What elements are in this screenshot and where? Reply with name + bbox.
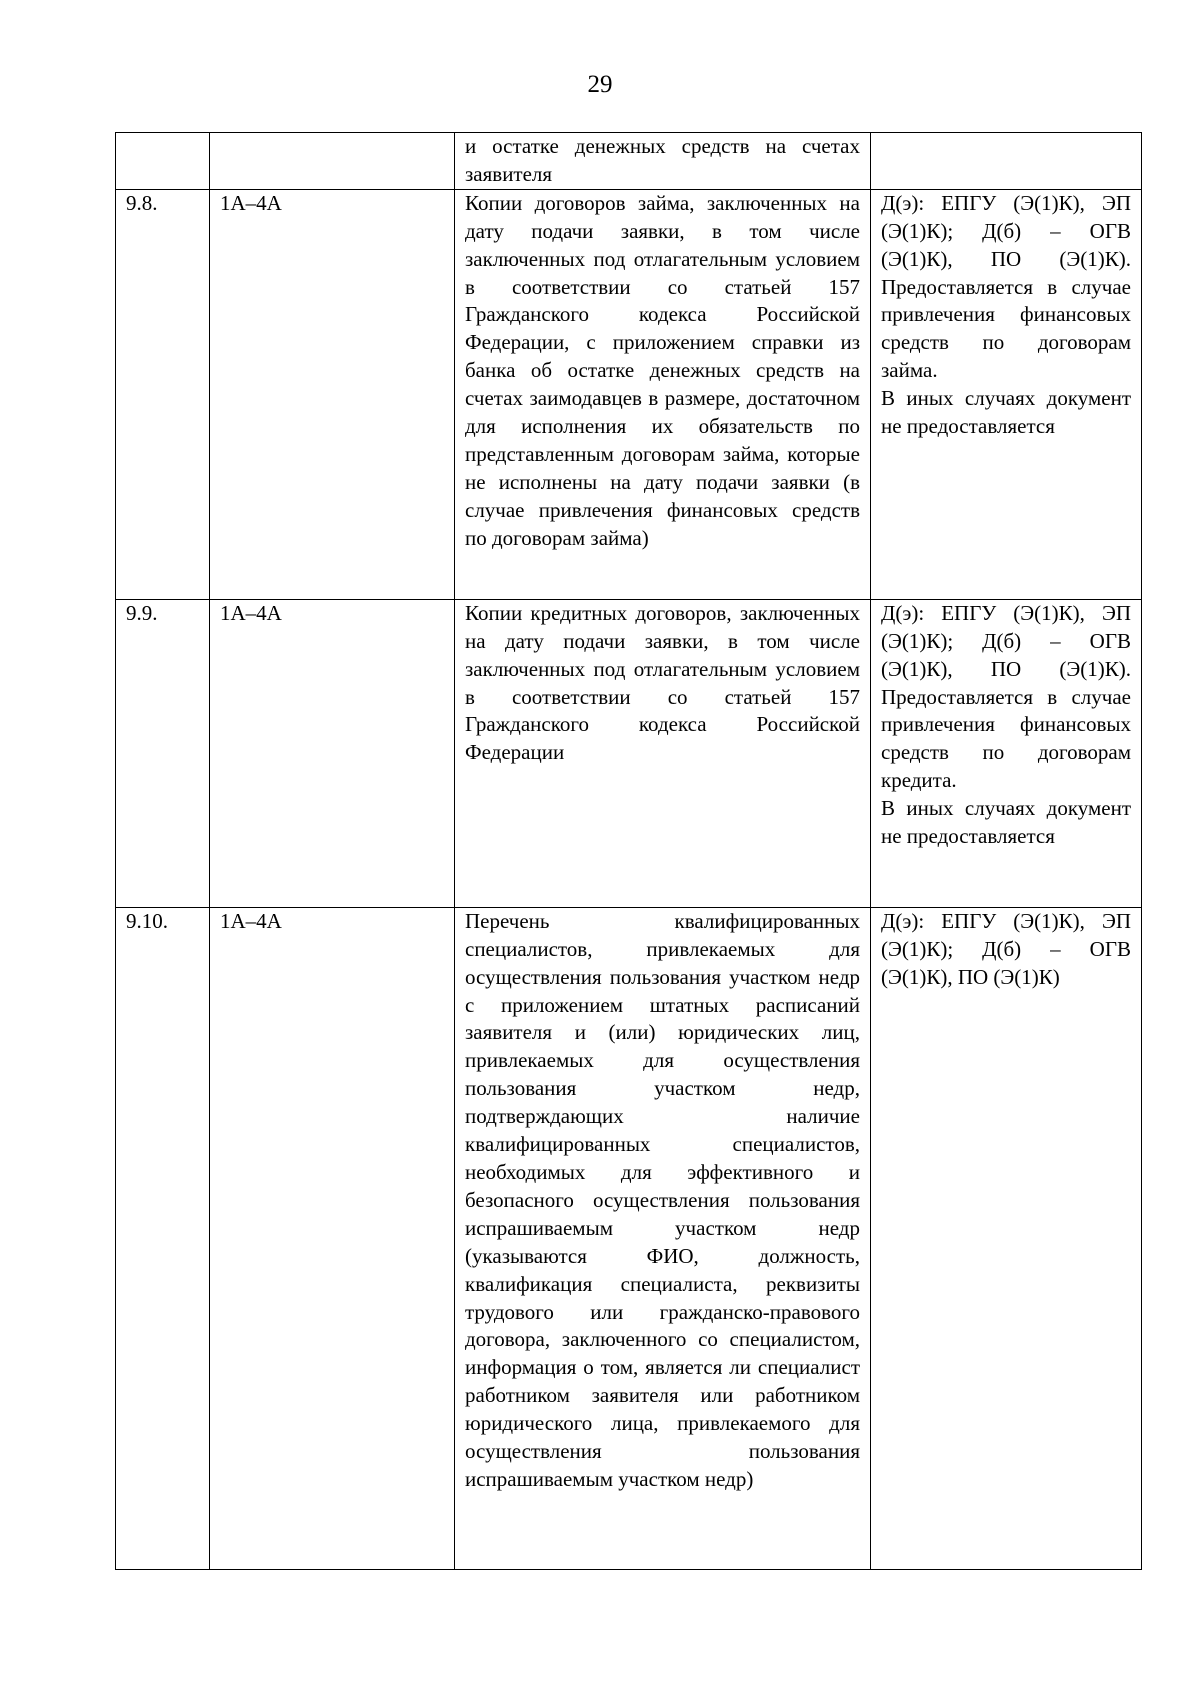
source-cell bbox=[871, 599, 1142, 907]
source-cell bbox=[871, 133, 1142, 190]
table-row bbox=[116, 599, 1142, 907]
table-row bbox=[116, 189, 1142, 599]
document-cell: Копии договоров займа, заключенных на дату подачи заявки, в том числе заключенных под отлагательным условием в соответствии со статьей 157 Гражданского кодекса Российской Федерации, с приложением справки из банка об остатке денежных средств на счетах заимодавцев в размере, достаточном для исполнения их обязательств по представленным договорам займа, которые не исполнены на дату подачи заявки (в случае привлечения финансовых средств по договорам займа) bbox=[455, 189, 871, 599]
category-cell: 1А–4А bbox=[210, 189, 455, 599]
source-note: В иных случаях документ не предоставляется bbox=[881, 386, 1131, 439]
source-text: Д(э): ЕПГУ (Э(1)К), ЭП (Э(1)К); Д(б) – ОГВ (Э(1)К), ПО (Э(1)К). Предоставляется в случае привлечения финансовых средств по договорам займа. bbox=[881, 190, 1131, 383]
row-number-cell bbox=[116, 133, 210, 190]
source-text: Д(э): ЕПГУ (Э(1)К), ЭП (Э(1)К); Д(б) – ОГВ (Э(1)К), ПО (Э(1)К) bbox=[881, 908, 1131, 989]
table-row bbox=[116, 907, 1142, 1569]
document-cell: Перечень квалифицированных специалистов, привлекаемых для осуществления пользования участком недр с приложением штатных расписаний заявителя и (или) юридических лиц, привлекаемых для осуществления пользования участком недр, подтверждающих наличие квалифицированных специалистов, необходимых для эффективного и безопасного осуществления пользования испрашиваемым участком недр (указываются ФИО, должность, квалификация специалиста, реквизиты трудового или гражданско-правового договора, заключенного со специалистом, информация о том, является ли специалист работником заявителя или работником юридического лица, привлекаемого для осуществления пользования испрашиваемым участком недр) bbox=[455, 907, 871, 1569]
source-cell bbox=[871, 189, 1142, 599]
page-number: 29 bbox=[587, 71, 613, 98]
row-number-cell: 9.8. bbox=[116, 189, 210, 599]
row-number-cell: 9.10. bbox=[116, 907, 210, 1569]
category-cell: 1А–4А bbox=[210, 599, 455, 907]
row-number-cell: 9.9. bbox=[116, 599, 210, 907]
source-text: Д(э): ЕПГУ (Э(1)К), ЭП (Э(1)К); Д(б) – ОГВ (Э(1)К), ПО (Э(1)К). Предоставляется в случае привлечения финансовых средств по договорам кредита. bbox=[881, 600, 1131, 793]
document-cell: Копии кредитных договоров, заключенных на дату подачи заявки, в том числе заключенных под отлагательным условием в соответствии со статьей 157 Гражданского кодекса Российской Федерации bbox=[455, 599, 871, 907]
category-cell bbox=[210, 133, 455, 190]
document-cell: и остатке денежных средств на счетах заявителя bbox=[455, 133, 871, 190]
table-row bbox=[116, 133, 1142, 190]
requirements-table bbox=[115, 132, 1142, 1570]
source-note: В иных случаях документ не предоставляется bbox=[881, 796, 1131, 849]
category-cell: 1А–4А bbox=[210, 907, 455, 1569]
source-cell bbox=[871, 907, 1142, 1569]
